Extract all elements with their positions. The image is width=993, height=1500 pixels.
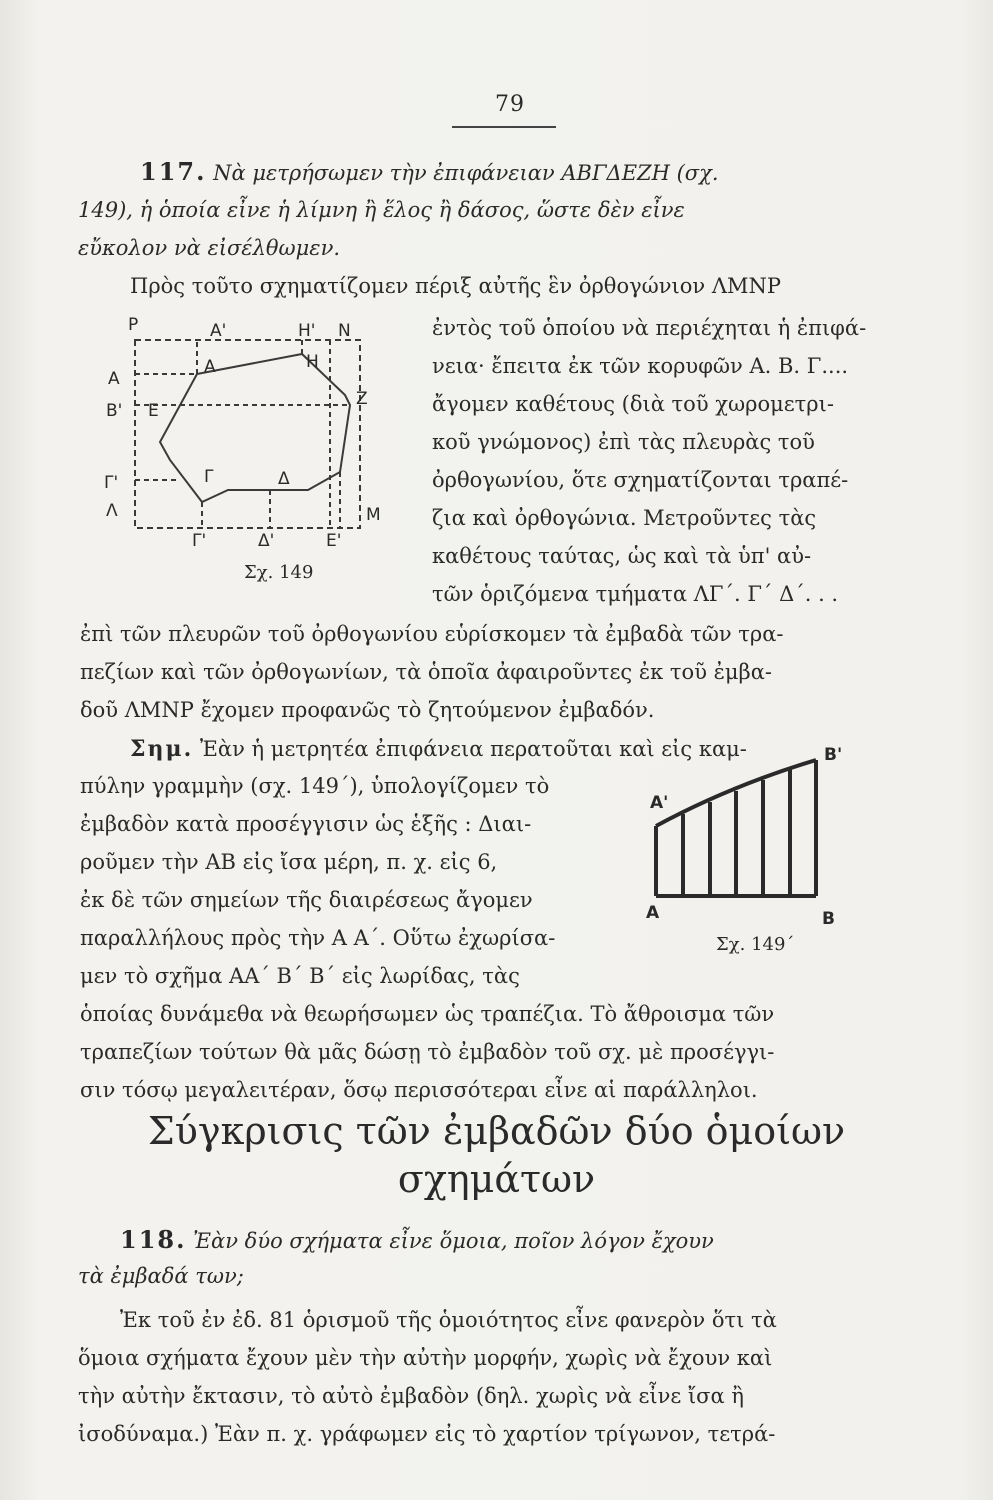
section-heading-line-1: Σύγκρισις τῶν ἐμβαδῶν δύο ὁμοίων: [147, 1109, 846, 1153]
label-E: E: [148, 401, 159, 421]
label-Delta-prime: Δ': [258, 531, 275, 551]
section-117-body-line-9: τῶν ὁριζόμενα τμήματα ΛΓ΄. Γ΄ Δ΄. . .: [432, 582, 839, 606]
label-N: N: [338, 321, 351, 341]
label-Z: Z: [356, 389, 368, 409]
label-B-prime: B': [106, 401, 123, 421]
section-117-title-text: Νὰ μετρήσωμεν τὴν ἐπιφάνειαν ΑΒΓΔΕΖΗ (σχ.: [213, 161, 719, 185]
note-line-7: μεν τὸ σχῆμα ΑΑ΄ Β΄ Β΄ εἰς λωρίδας, τὰς: [80, 964, 520, 988]
note-line-8: ὁποίας δυνάμεθα νὰ θεωρήσωμεν ὡς τραπέζια. Τὸ ἄθροισμα τῶν: [80, 1002, 775, 1026]
note-line-5: ἐκ δὲ τῶν σημείων τῆς διαιρέσεως ἄγομεν: [80, 888, 533, 912]
section-117-title-line-3: εὔκολον νὰ εἰσέλθωμεν.: [78, 236, 341, 260]
section-117-title-line-2: 149), ἡ ὁποία εἶνε ἡ λίμνη ἢ ἕλος ἢ δάσος, ὥστε δὲν εἶνε: [78, 198, 685, 222]
note-line-9: τραπεζίων τούτων θὰ μᾶς δώσῃ τὸ ἐμβαδὸν τοῦ σχ. μὲ προσέγγι-: [80, 1040, 775, 1064]
figure-149-prime: [640, 746, 850, 936]
label-A-prime-2: A': [650, 793, 669, 813]
page-number-rule: [452, 126, 556, 128]
label-E-prime: E': [326, 531, 342, 551]
label-A-prime: A': [210, 321, 227, 341]
figure-149-caption: Σχ. 149: [244, 562, 314, 583]
section-117-body-line-12: δοῦ ΛΜΝΡ ἔχομεν προφανῶς τὸ ζητούμενον ἐμβαδόν.: [80, 698, 655, 722]
section-117-title-line-1: [140, 157, 719, 186]
label-Delta: Δ: [278, 469, 290, 489]
label-A-2: A: [646, 903, 660, 923]
label-H-prime: H': [298, 321, 316, 341]
note-line-4: ροῦμεν τὴν ΑΒ εἰς ἴσα μέρη, π. χ. εἰς 6,: [80, 850, 498, 874]
section-117-body-line-1: Πρὸς τοῦτο σχηματίζομεν πέριξ αὐτῆς ἓν ὀρθογώνιον ΛΜΝΡ: [130, 274, 782, 298]
label-M: M: [366, 505, 381, 525]
label-A-left: A: [108, 369, 120, 389]
label-B-prime-2: B': [824, 746, 843, 765]
note-line-2: πύλην γραμμὴν (σχ. 149΄), ὑπολογίζομεν τὸ: [80, 774, 550, 798]
label-P: P: [128, 315, 139, 335]
label-Gamma: Γ: [204, 467, 214, 487]
section-118-title-line-2: τὰ ἐμβαδά των;: [78, 1264, 244, 1288]
label-B-2: B: [822, 909, 835, 929]
section-117-body-line-5: κοῦ γνώμονος) ἐπὶ τὰς πλευρὰς τοῦ: [432, 430, 815, 454]
label-Gamma-prime-left: Γ': [104, 473, 119, 493]
section-118-body-line-3: τὴν αὐτὴν ἔκτασιν, τὸ αὐτὸ ἐμβαδὸν (δηλ. χωρὶς νὰ εἶνε ἴσα ἢ: [78, 1384, 744, 1408]
rectangle-lmnr: [135, 340, 360, 528]
label-H: H: [306, 352, 319, 372]
section-117-body-line-8: καθέτους ταύτας, ὡς καὶ τὰ ὑπ' αὐ-: [432, 544, 812, 568]
section-118-title-line-1: [120, 1225, 714, 1254]
figure-149-prime-caption: Σχ. 149΄: [716, 934, 795, 955]
section-117-body-line-11: πεζίων καὶ τῶν ὀρθογωνίων, τὰ ὁποῖα ἀφαιροῦντες ἐκ τοῦ ἐμβα-: [80, 660, 772, 684]
polygon-abgdezh: [160, 354, 350, 502]
section-118-body-line-2: ὅμοια σχήματα ἔχουν μὲν τὴν αὐτὴν μορφήν, χωρὶς νὰ ἔχουν καὶ: [78, 1346, 773, 1370]
note-line-1-text: Ἐὰν ἡ μετρητέα ἐπιφάνεια περατοῦται καὶ εἰς καμ-: [200, 737, 747, 761]
section-117-body-line-10: ἐπὶ τῶν πλευρῶν τοῦ ὀρθογωνίου εὑρίσκομεν τὰ ἐμβαδὰ τῶν τρα-: [80, 622, 784, 646]
section-117-body-line-6: ὀρθογωνίου, ὅτε σχηματίζονται τραπέ-: [432, 468, 849, 492]
note-label: Σημ.: [130, 736, 194, 762]
section-118-title-text: Ἐὰν δύο σχήματα εἶνε ὅμοια, ποῖον λόγον ἔχουν: [193, 1229, 714, 1253]
section-118-number: 118.: [120, 1225, 187, 1254]
label-Lambda: Λ: [106, 501, 118, 521]
figure-149-prime-drawing: [640, 746, 850, 936]
section-117-body-line-4: ἄγομεν καθέτους (διὰ τοῦ χωρομετρι-: [432, 392, 834, 416]
section-117-body-line-3: νεια· ἔπειτα ἐκ τῶν κορυφῶν Α. Β. Γ....: [432, 354, 849, 378]
section-117-number: 117.: [140, 157, 207, 186]
label-A-inner: A: [204, 357, 216, 377]
section-heading-line-2: σχημάτων: [397, 1157, 596, 1201]
note-line-3: ἐμβαδὸν κατὰ προσέγγισιν ὡς ἑξῆς : Διαι-: [80, 812, 532, 836]
page-number: 79: [495, 92, 525, 117]
section-117-body-line-7: ζια καὶ ὀρθογώνια. Μετροῦντες τὰς: [432, 506, 817, 530]
note-line-10: σιν τόσῳ μεγαλειτέραν, ὅσῳ περισσότεραι εἶνε αἱ παράλληλοι.: [80, 1078, 758, 1102]
section-117-body-line-2: ἐντὸς τοῦ ὁποίου νὰ περιέχηται ἡ ἐπιφά-: [432, 316, 867, 340]
section-118-body-line-1: Ἐκ τοῦ ἐν ἐδ. 81 ὁρισμοῦ τῆς ὁμοιότητος εἶνε φανερὸν ὅτι τὰ: [120, 1308, 777, 1332]
label-Gamma-prime: Γ': [192, 531, 207, 551]
note-line-6: παραλλήλους πρὸς τὴν Α Α΄. Οὕτω ἐχωρίσα-: [80, 926, 556, 950]
section-118-body-line-4: ἰσοδύναμα.) Ἐὰν π. χ. γράφωμεν εἰς τὸ χαρτίον τρίγωνον, τετρά-: [78, 1422, 776, 1446]
